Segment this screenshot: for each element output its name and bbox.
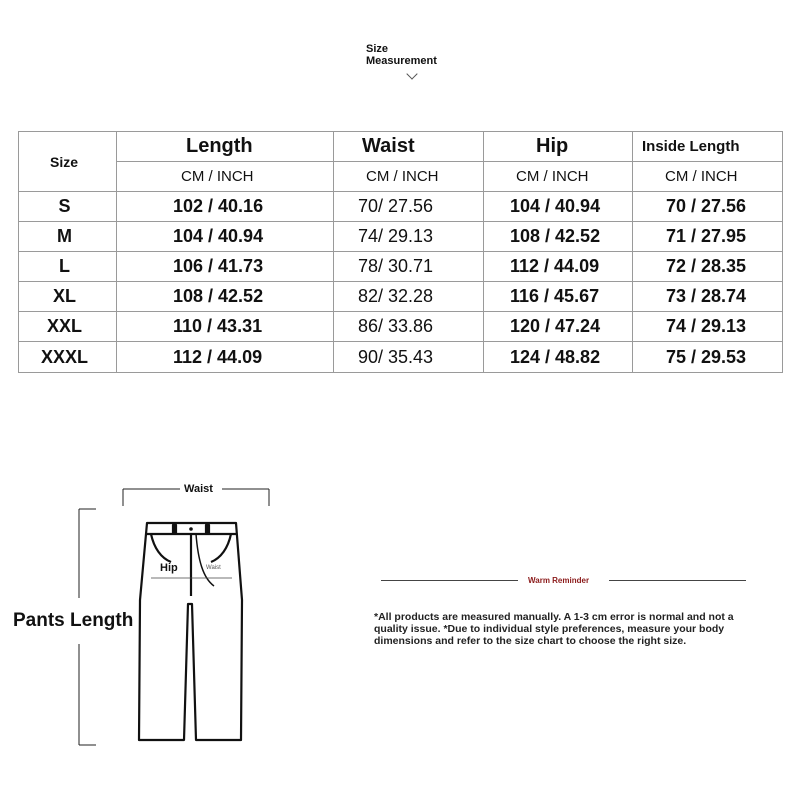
inside-length-header: Inside Length: [633, 132, 783, 162]
inside-cell: 70 / 27.56: [633, 192, 783, 222]
length-unit: CM / INCH: [117, 162, 334, 192]
hip-cell: 104 / 40.94: [484, 192, 633, 222]
size-cell: S: [19, 192, 117, 222]
hip-header: Hip: [484, 132, 633, 162]
size-cell: M: [19, 222, 117, 252]
waist-cell: 86/ 33.86: [334, 312, 484, 342]
waist-small-label: Waist: [206, 565, 221, 571]
inside-cell: 74 / 29.13: [633, 312, 783, 342]
inside-cell: 72 / 28.35: [633, 252, 783, 282]
inside-unit: CM / INCH: [633, 162, 783, 192]
size-cell: XXXL: [19, 342, 117, 373]
size-cell: XL: [19, 282, 117, 312]
length-cell: 102 / 40.16: [117, 192, 334, 222]
waist-cell: 90/ 35.43: [334, 342, 484, 373]
pants-icon: [139, 523, 242, 740]
waist-header: Waist: [334, 132, 484, 162]
waist-cell: 78/ 30.71: [334, 252, 484, 282]
length-header: Length: [117, 132, 334, 162]
waist-cell: 70/ 27.56: [334, 192, 484, 222]
title-line-2: Measurement: [366, 55, 437, 67]
size-cell: XXL: [19, 312, 117, 342]
inside-cell: 73 / 28.74: [633, 282, 783, 312]
hip-cell: 112 / 44.09: [484, 252, 633, 282]
hip-unit: CM / INCH: [484, 162, 633, 192]
reminder-text: *All products are measured manually. A 1-3 cm error is normal and not a quality issue. *Due to individual style preferences, measure your body dimensions and refer to the size chart to choose the right size.: [374, 611, 734, 647]
title-line-1: Size: [366, 43, 389, 55]
length-cell: 108 / 42.52: [117, 282, 334, 312]
warm-reminder-title: Warm Reminder: [528, 576, 590, 585]
hip-label: Hip: [160, 562, 178, 574]
waist-unit: CM / INCH: [334, 162, 484, 192]
length-cell: 112 / 44.09: [117, 342, 334, 373]
hip-cell: 124 / 48.82: [484, 342, 633, 373]
inside-cell: 71 / 27.95: [633, 222, 783, 252]
hip-cell: 120 / 47.24: [484, 312, 633, 342]
size-header: Size: [19, 132, 117, 192]
size-cell: L: [19, 252, 117, 282]
inside-cell: 75 / 29.53: [633, 342, 783, 373]
length-cell: 104 / 40.94: [117, 222, 334, 252]
divider: [381, 580, 518, 581]
length-cell: 106 / 41.73: [117, 252, 334, 282]
pants-length-label: Pants Length: [13, 610, 134, 631]
length-cell: 110 / 43.31: [117, 312, 334, 342]
waist-cell: 74/ 29.13: [334, 222, 484, 252]
waist-cell: 82/ 32.28: [334, 282, 484, 312]
hip-cell: 116 / 45.67: [484, 282, 633, 312]
waist-label: Waist: [184, 483, 213, 495]
hip-cell: 108 / 42.52: [484, 222, 633, 252]
divider: [609, 580, 746, 581]
